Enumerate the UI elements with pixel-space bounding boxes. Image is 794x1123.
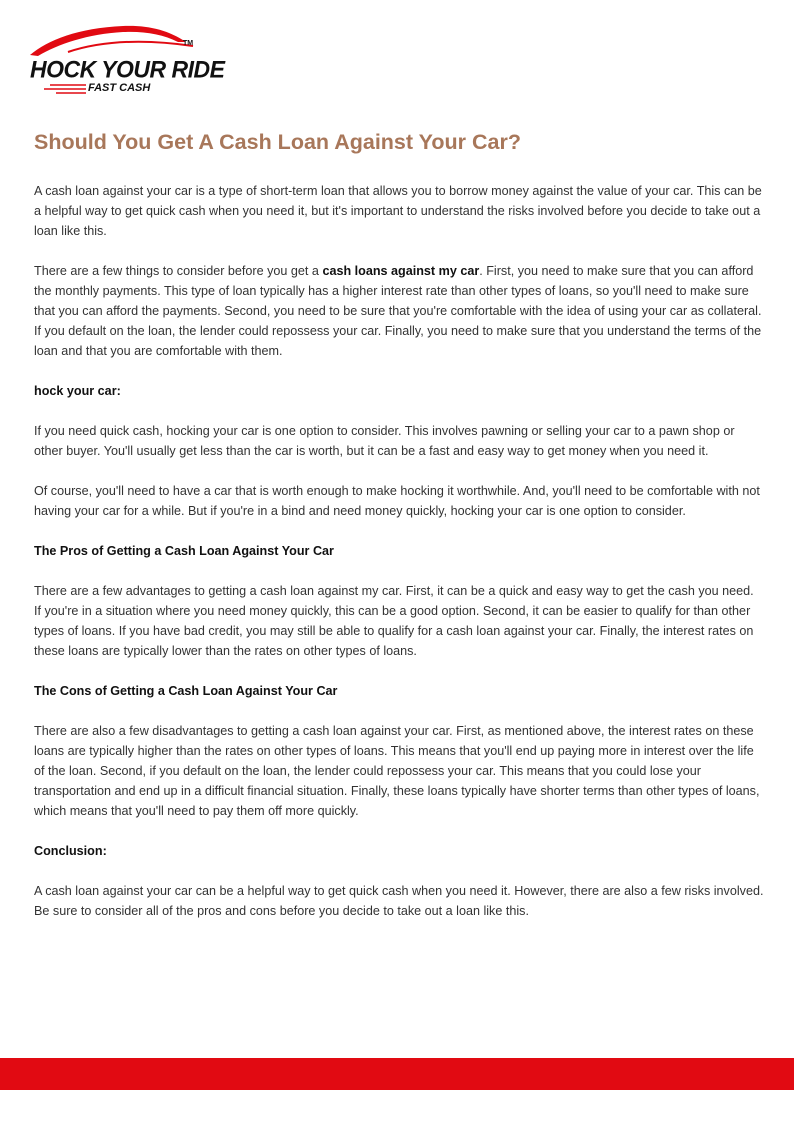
cons-paragraph: There are also a few disadvantages to getting a cash loan against your car. First, as mentioned above, the interest rates on these loans are typically higher than the rates on other types of loans. This means that you'll end up paying more in interest over the life of the loan. Second, if you default on the loan, the lender could repossess your car. This means that you could lose your transportation and end up in a difficult financial situation. Finally, these loans typically have shorter terms than other types of loans, which means that you'll need to pay them off more quickly. xyxy=(34,724,760,818)
intro-paragraph: A cash loan against your car is a type of short-term loan that allows you to borrow money against the value of your car. This can be a helpful way to get quick cash when you need it, but it's important to understand the risks involved before you decide to take out a loan like this. xyxy=(34,184,762,238)
footer-bar xyxy=(0,1058,794,1090)
considerations-paragraph xyxy=(34,261,764,361)
hock-paragraph-1: If you need quick cash, hocking your car is one option to consider. This involves pawning or selling your car to a pawn shop or other buyer. You'll usually get less than the car is worth, but it can be a fast and easy way to get money when you need it. xyxy=(34,424,735,458)
considerations-text-end: . First, you need to make sure that you can afford the monthly payments. This type of loan typically has a higher interest rate than other types of loans, so you'll need to make sure that you can afford the payments. Second, you need to be sure that you're comfortable with the idea of using your car as collateral. If you default on the loan, the lender could repossess your car. Finally, you need to make sure that you understand the terms of the loan and that you are comfortable with them. xyxy=(34,264,762,358)
brand-tagline: FAST CASH xyxy=(88,82,151,94)
trademark-mark: TM xyxy=(183,40,194,47)
page-title: Should You Get A Cash Loan Against Your Car? xyxy=(34,130,521,154)
considerations-text-start: There are a few things to consider before you get a xyxy=(34,264,323,278)
conclusion-heading: Conclusion: xyxy=(34,844,107,858)
pros-heading: The Pros of Getting a Cash Loan Against Your Car xyxy=(34,544,334,558)
cash-loans-keyword: cash loans against my car xyxy=(322,264,480,278)
pros-paragraph: There are a few advantages to getting a cash loan against my car. First, it can be a quick and easy way to get the cash you need. If you're in a situation where you need money quickly, this can be a good option. Second, it can be easier to qualify for than other types of loans. If you have bad credit, you may still be able to qualify for a cash loan against your car. Finally, the interest rates on these loans are typically lower than the rates on other types of loans. xyxy=(34,584,754,658)
hock-paragraph-2: Of course, you'll need to have a car that is worth enough to make hocking it worthwhile. And, you'll need to be comfortable with not having your car for a while. But if you're in a bind and need money quickly, hocking your car is one option to consider. xyxy=(34,484,760,518)
brand-logo[interactable] xyxy=(28,22,225,98)
speed-lines-icon xyxy=(30,82,90,96)
brand-name: HOCK YOUR RIDE xyxy=(30,55,225,83)
hock-heading: hock your car: xyxy=(34,384,121,398)
article-body xyxy=(34,130,764,941)
cons-heading: The Cons of Getting a Cash Loan Against Your Car xyxy=(34,684,338,698)
conclusion-paragraph: A cash loan against your car can be a helpful way to get quick cash when you need it. However, there are also a few risks involved. Be sure to consider all of the pros and cons before you decide to take out a loan like this. xyxy=(34,884,764,918)
